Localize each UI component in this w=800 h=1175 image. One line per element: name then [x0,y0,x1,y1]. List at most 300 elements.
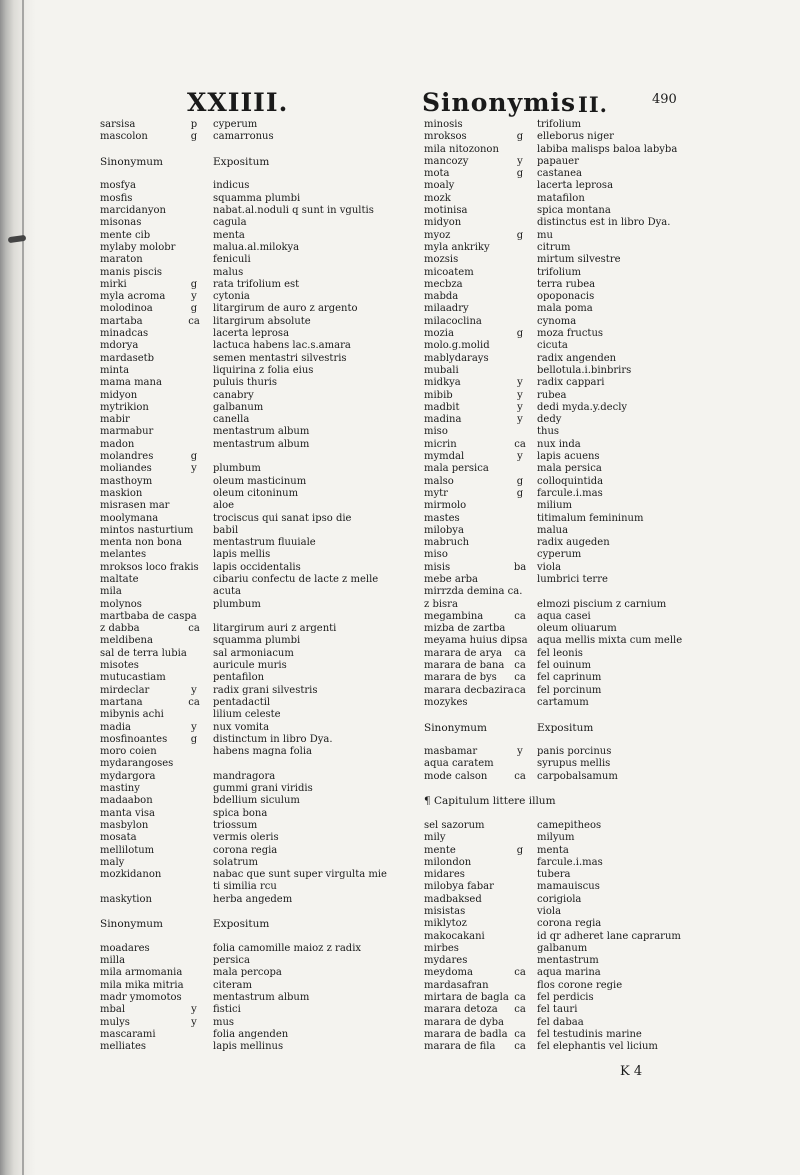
entry-language-mark: ca [514,1004,526,1016]
entry-term: moro coien [100,746,157,758]
glossary-entry [424,992,724,1004]
entry-definition: mamauiscus [537,881,600,893]
glossary-entry [424,820,724,832]
entry-term: mytrikion [100,401,149,413]
entry-language-mark: ca [514,438,526,450]
entry-term: marcidanyon [100,205,166,217]
entry-term: mastes [424,512,460,524]
entry-definition: mirtum silvestre [537,254,621,266]
entry-language-mark: g [516,168,524,180]
entry-term: masbylon [100,819,149,831]
glossary-entry [424,758,724,770]
entry-term: mulys [100,1016,130,1028]
glossary-entry [100,758,400,770]
glossary-entry [424,894,724,906]
entry-language-mark: ca [514,770,526,782]
glossary-entry [424,635,724,647]
glossary-entry [424,476,724,488]
entry-term: milaadry [424,303,469,315]
glossary-entry [424,746,724,758]
glossary-entry [100,623,400,635]
entry-definition: fel dabaa [537,1016,584,1028]
entry-definition: mu [537,229,553,241]
entry-definition: squamma plumbi [213,192,301,204]
entry-term: mabda [424,291,459,303]
entry-language-mark: y [517,155,523,167]
entry-definition: viola [537,561,562,573]
entry-definition: mus [213,1016,235,1028]
glossary-entry [424,254,724,266]
entry-definition: fel porcinum [537,684,602,696]
entry-definition: corigiola [537,893,582,905]
entry-term: marara detoza [424,1004,498,1016]
entry-language-mark: ca [514,684,526,696]
glossary-entry [100,513,400,525]
glossary-entry [100,894,400,906]
entry-term: meyama huius dipsa [424,635,528,647]
entry-definition: lumbrici terre [537,573,608,585]
glossary-entry [100,340,400,352]
entry-language-mark: g [516,487,524,499]
glossary-entry [100,217,400,229]
entry-term: Sinonymum [100,155,164,168]
entry-definition: puluis thuris [213,377,277,389]
entry-term: martbaba de caspa [100,610,197,622]
entry-definition: oleum oliuarum [537,623,617,635]
entry-definition: fel tauri [537,1004,578,1016]
entry-term: melantes [100,549,147,561]
entry-term: mascolon [100,131,148,143]
entry-language-mark: ca [514,672,526,684]
entry-definition: thus [537,426,560,438]
glossary-entry [424,881,724,893]
entry-definition: menta [213,229,245,241]
entry-language-mark: y [517,377,523,389]
entry-term: mroksos [424,131,467,143]
glossary-entry [424,426,724,438]
spacer-row [424,808,724,820]
entry-definition: vermis oleris [213,832,279,844]
entry-term: maraton [100,254,143,266]
glossary-entry [100,967,400,979]
entry-definition: mentastrum fluuiale [213,537,316,549]
glossary-entry [100,722,400,734]
glossary-entry [424,1041,724,1053]
entry-definition: aqua mellis mixta cum melle [537,635,683,647]
entry-definition: menta [537,844,569,856]
entry-term: misis [424,561,451,573]
glossary-entry [100,1004,400,1016]
entry-definition: labiba malisps baloa labyba [537,143,678,155]
entry-definition: malua [537,524,569,536]
entry-term: mosfis [100,192,133,204]
entry-term: marmabur [100,426,154,438]
entry-definition: dedi myda.y.decly [537,401,628,413]
entry-term: marara de bys [424,672,497,684]
entry-term: milondon [424,856,472,868]
glossary-entry [100,353,400,365]
entry-definition: semen mentastri silvestris [213,352,347,364]
glossary-entry [424,857,724,869]
glossary-entry [100,402,400,414]
entry-definition: litargirum de auro z argento [213,303,358,315]
glossary-entry [424,1029,724,1041]
entry-definition: indicus [213,180,250,192]
entry-definition: mala persica [537,463,602,475]
entry-language-mark: ca [514,610,526,622]
entry-term: Sinonymum [100,918,164,931]
entry-term: mirmolo [424,500,467,512]
glossary-entry [424,660,724,672]
entry-language-mark: g [190,131,198,143]
entry-definition: folia angenden [213,1028,289,1040]
entry-term: minadcas [100,328,149,340]
entry-term: maskytion [100,893,152,905]
entry-term: mosata [100,832,137,844]
glossary-entry [424,340,724,352]
glossary-entry [100,119,400,131]
entry-term: mila nitozonon [424,143,499,155]
entry-definition: mentastrum album [213,992,310,1004]
entry-term: masbamar [424,746,478,758]
glossary-entry [100,574,400,586]
glossary-entry [424,217,724,229]
entry-definition: corona regia [213,844,278,856]
entry-term: mymdal [424,451,465,463]
entry-term: mozykes [424,696,468,708]
glossary-entry [100,439,400,451]
glossary-entry [100,230,400,242]
entry-definition: gummi grani viridis [213,783,313,795]
section-heading [100,156,400,168]
entry-definition: fel ouinum [537,660,592,672]
entry-definition: liquirina z folia eius [213,364,314,376]
glossary-entry [424,980,724,992]
entry-definition: camarronus [213,131,274,143]
entry-definition: moza fructus [537,328,604,340]
entry-term: mancozy [424,155,469,167]
entry-term: mosfya [100,180,136,192]
entry-term: mibynis achi [100,709,164,721]
entry-definition: corona regia [537,918,602,930]
glossary-entry [100,476,400,488]
glossary-entry [424,439,724,451]
entry-definition: habens magna folia [213,746,312,758]
glossary-entry [100,1029,400,1041]
entry-term: mintos nasturtium [100,524,194,536]
entry-term: sarsisa [100,119,136,130]
entry-definition: spica bona [213,807,268,819]
running-head-title: Sinonymis [422,88,577,117]
entry-term: madr ymomotos [100,992,182,1004]
entry-language-mark: ca [514,660,526,672]
entry-term: mastiny [100,783,140,795]
entry-term: milobya fabar [424,881,494,893]
glossary-entry [100,390,400,402]
glossary-entry [424,549,724,561]
entry-definition: folia camomille maioz z radix [213,942,362,954]
entry-definition: colloquintida [537,475,604,487]
entry-definition: nabat.al.noduli q sunt in vgultis [213,205,374,217]
entry-language-mark: y [191,1004,197,1016]
entry-definition: distinctum in libro Dya. [213,733,333,745]
glossary-entry [100,525,400,537]
entry-definition: fel leonis [537,647,583,659]
glossary-entry [424,586,724,598]
entry-term: mdorya [100,340,139,352]
binding-fold-line [22,0,24,1175]
glossary-entry [424,463,724,475]
entry-term: miso [424,426,448,438]
entry-definition: lapis mellis [213,549,271,561]
entry-definition: malua.al.milokya [213,241,300,253]
entry-definition: lactuca habens lac.s.amara [213,340,351,352]
glossary-entry [100,463,400,475]
entry-definition: id qr adheret lane caprarum [537,930,681,942]
entry-term: marara de dyba [424,1016,505,1028]
glossary-entry [424,119,724,131]
glossary-entry [424,599,724,611]
entry-definition: lapis occidentalis [213,561,301,573]
entry-definition: radix angenden [537,352,617,364]
entry-definition: squamma plumbi [213,635,301,647]
entry-term: madbit [424,401,460,413]
glossary-entry [100,746,400,758]
glossary-entry [100,267,400,279]
entry-term: mroksos loco frakis [100,561,199,573]
entry-language-mark: y [517,414,523,426]
entry-definition: Expositum [537,721,594,734]
entry-definition: elleborus niger [537,131,614,143]
entry-definition: terra rubea [537,278,596,290]
glossary-entry [424,513,724,525]
entry-definition: fistici [213,1004,241,1016]
entry-definition: milium [537,500,572,512]
entry-language-mark: y [191,291,197,303]
entry-term: mbal [100,1004,126,1016]
entry-term: mabruch [424,537,470,549]
entry-term: myla ankriky [424,241,490,253]
entry-term: mardasetb [100,352,155,364]
glossary-entry [424,562,724,574]
entry-term: mizba de zartba [424,623,506,635]
glossary-entry [100,820,400,832]
chapter-rubric [424,795,724,807]
entry-definition: galbanum [213,401,264,413]
entry-term: mirdeclar [100,684,150,696]
entry-language-mark: p [190,119,198,130]
entry-term: molo.g.molid [424,340,490,352]
entry-term: mibib [424,389,453,401]
folio-number: 490 [652,92,677,107]
entry-language-mark: ca [514,647,526,659]
entry-definition: mandragora [213,770,276,782]
entry-definition: lapis mellinus [213,1041,284,1053]
glossary-entry [424,537,724,549]
glossary-entry [424,303,724,315]
entry-definition: spica montana [537,205,611,217]
entry-term: mablydarays [424,352,489,364]
entry-definition: Expositum [213,918,270,931]
glossary-entry [424,242,724,254]
entry-term: micoatem [424,266,474,278]
entry-definition: viola [537,906,562,917]
spacer-row [100,144,400,156]
entry-term: martaba [100,315,143,327]
entry-term: marara decbazira [424,684,514,696]
entry-definition: acuta [213,586,241,598]
glossary-entry [100,734,400,746]
entry-definition: pentadactil [213,696,271,708]
entry-term: melliates [100,1041,147,1053]
entry-language-mark: ca [514,1041,526,1053]
glossary-entry [424,451,724,463]
entry-term: mirrzda demina ca. [424,586,523,598]
glossary-entry [424,230,724,242]
entry-term: aqua caratem [424,758,494,770]
glossary-entry [424,574,724,586]
entry-language-mark: y [191,463,197,475]
glossary-entry [100,783,400,795]
entry-term: mosfinoantes [100,733,168,745]
entry-definition: camepitheos [537,819,602,831]
entry-term: micrin [424,438,457,450]
glossary-entry [100,377,400,389]
entry-definition: trociscus qui sanat ipso die [213,512,352,524]
entry-term: molodinoa [100,303,153,315]
entry-definition: farcule.i.mas [537,487,603,499]
entry-term: madaabon [100,795,153,807]
entry-definition: rubea [537,389,567,401]
glossary-entry [424,623,724,635]
left-column [100,119,400,1054]
entry-definition: mentastrum album [213,438,310,450]
entry-term: mebe arba [424,573,479,585]
entry-term: molandres [100,451,154,463]
entry-definition: herba angedem [213,893,293,905]
entry-definition: lacerta leprosa [213,328,290,340]
entry-definition: milyum [537,832,575,844]
entry-definition: cyperum [213,119,258,130]
spacer-row [100,168,400,180]
entry-definition: plumbum [213,598,261,610]
entry-term: meydoma [424,967,473,979]
entry-definition: babil [213,524,239,536]
glossary-entry [100,808,400,820]
entry-term: midyon [424,217,462,229]
entry-definition: cytonia [213,291,250,303]
entry-definition: titimalum femininum [537,512,644,524]
glossary-entry [100,648,400,660]
entry-term: meldibena [100,635,153,647]
entry-definition: radix cappari [537,377,605,389]
entry-language-mark: y [517,451,523,463]
book-binding-edge [0,0,36,1175]
glossary-entry [424,845,724,857]
entry-term: miso [424,549,448,561]
entry-term: manis piscis [100,266,163,278]
entry-term: mila [100,586,122,598]
entry-term: marara de arya [424,647,502,659]
glossary-entry [424,500,724,512]
entry-definition: aqua marina [537,967,601,979]
glossary-entry [424,156,724,168]
entry-term: mozk [424,192,451,204]
section-heading [424,722,724,734]
entry-definition: trifolium [537,119,582,130]
glossary-entry [100,660,400,672]
glossary-entry [100,303,400,315]
glossary-entry [424,906,724,918]
entry-term: mila armomania [100,967,183,979]
entry-term: madon [100,438,135,450]
entry-definition: citeram [213,979,252,991]
entry-term: misrasen mar [100,500,170,512]
glossary-entry [100,328,400,340]
entry-definition: cicuta [537,340,568,352]
glossary-entry [100,193,400,205]
entry-term: makocakani [424,930,485,942]
entry-term: midyon [100,389,138,401]
glossary-entry [424,488,724,500]
glossary-entry [100,488,400,500]
entry-definition: feniculi [213,254,251,266]
entry-term: masthoym [100,475,153,487]
entry-definition: farcule.i.mas [537,856,603,868]
entry-definition: galbanum [537,942,588,954]
glossary-entry [100,414,400,426]
glossary-entry [424,832,724,844]
glossary-entry [424,353,724,365]
entry-definition: rata trifolium est [213,278,300,290]
entry-term: mirki [100,278,127,290]
glossary-entry [100,180,400,192]
entry-term: mylaby molobr [100,241,176,253]
entry-definition: ti similia rcu [213,881,277,893]
entry-definition: Expositum [213,155,270,168]
glossary-entry [424,414,724,426]
signature-mark: K 4 [620,1064,643,1079]
glossary-entry [100,611,400,623]
entry-term: mabir [100,414,130,426]
glossary-entry [424,144,724,156]
entry-definition: lilium celeste [213,709,281,721]
entry-term: manta visa [100,807,155,819]
entry-term: maltate [100,573,139,585]
glossary-entry [424,365,724,377]
entry-language-mark: ca [514,1028,526,1040]
spacer-row [100,931,400,943]
entry-definition: radix augeden [537,537,610,549]
glossary-entry [424,685,724,697]
entry-definition: canabry [213,389,254,401]
entry-term: sal de terra lubia [100,647,187,659]
glossary-entry [424,672,724,684]
entry-definition: matafilon [537,192,585,204]
entry-language-mark: y [191,684,197,696]
entry-term: mente [424,844,456,856]
glossary-entry [100,537,400,549]
entry-definition: pentafilon [213,672,265,684]
entry-term: sel sazorum [424,819,485,831]
entry-definition: radix grani silvestris [213,684,318,696]
entry-term: milacoclina [424,315,482,327]
glossary-entry [100,291,400,303]
entry-definition: syrupus mellis [537,758,611,770]
entry-definition: sal armoniacum [213,647,294,659]
glossary-entry [100,365,400,377]
entry-term: minta [100,364,130,376]
